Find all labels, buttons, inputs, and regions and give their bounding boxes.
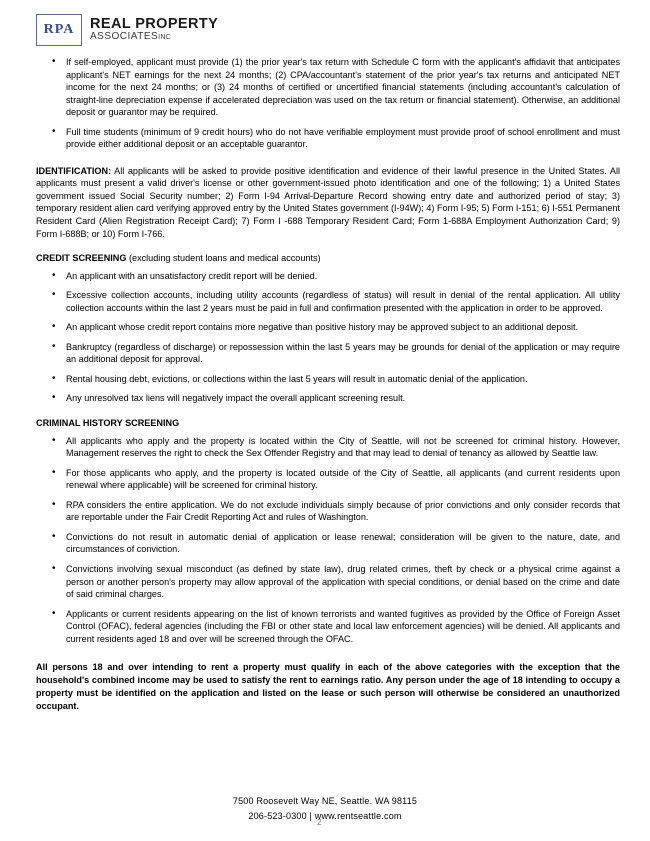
list-item: • Convictions do not result in automatic denial of application or lease renewal; consideration will be given to the nature, date, and circumstances of conviction. xyxy=(36,531,620,556)
list-item: • An applicant whose credit report contains more negative than positive history may be approved subject to an additional deposit. xyxy=(36,321,620,334)
list-item: • Bankruptcy (regardless of discharge) or repossession within the last 5 years may be grounds for denial of the application or may require an additional deposit for approval. xyxy=(36,341,620,366)
list-item: • Any unresolved tax liens will negatively impact the overall applicant screening result. xyxy=(36,392,620,405)
list-item: • Excessive collection accounts, including utility accounts (regardless of status) will result in denial of the rental application. All utility collection accounts within the last 2 years must be paid in full and confirmation presented with the application in order to be approved. xyxy=(36,289,620,314)
list-item: • Rental housing debt, evictions, or collections within the last 5 years will result in automatic denial of the application. xyxy=(36,373,620,386)
criminal-screening-heading: CRIMINAL HISTORY SCREENING xyxy=(36,418,180,429)
list-item: • Full time students (minimum of 9 credit hours) who do not have verifiable employment must provide proof of school enrollment and must provide either additional deposit or an acceptable guarantor. xyxy=(36,126,620,151)
document-body xyxy=(36,56,620,713)
list-item: • All applicants who apply and the property is located within the City of Seattle, will not be screened for criminal history. However, Management reserves the right to check the Sex Offender Registry and that may lead to denial of tenancy as allowed by Seattle law. xyxy=(36,435,620,460)
identification-text: All applicants will be asked to provide positive identification and evidence of their lawful presence in the United States. All applicants must present a valid driver's license or other government-issued photo identification and one of the following; 1) a United States government issued Social Security number; 2) Form I-94 Arrival-Departure Record showing entry date and authorized period of stay; 3) temporary resident alien card verifying approved entry by the United States government (I-94W); 4) Form I-95; 5) Form I-151; 6) I-551 Permanent Resident Card (Alien Registration Receipt Card); 7) Form I -688 Temporary Resident Card; Form 1-688A Employment Authorization Card; 9) Form I-688B; or 10) Form I-766. xyxy=(36,165,620,239)
page-number: 2 xyxy=(317,818,322,827)
company-subtitle xyxy=(90,32,218,43)
identification-section xyxy=(36,165,620,240)
credit-screening-list xyxy=(36,270,620,405)
footer-contact: 206-523-0300 | www.rentseattle.com xyxy=(248,810,402,821)
identification-label: IDENTIFICATION: xyxy=(36,165,112,176)
company-subtitle-text: ASSOCIATES xyxy=(90,31,159,43)
credit-screening-heading xyxy=(36,252,620,265)
list-item: • RPA considers the entire application. We do not exclude individuals simply because of prior convictions and only consider records that are reportable under the Fair Credit Reporting Act and rules of Washington. xyxy=(36,499,620,524)
rpa-logo-icon: RPA xyxy=(36,14,82,46)
company-logo xyxy=(36,14,620,46)
page-footer xyxy=(0,794,650,823)
qualification-note: All persons 18 and over intending to rent a property must qualify in each of the above categories with the exception that the household's combined income may be used to satisfy the rent to earnings ratio. Any person under the age of 18 intending to occupy a property must be identified on the application and listed on the lease or such person will otherwise be considered an unauthorized occupant. xyxy=(36,662,620,711)
list-item: • Applicants or current residents appearing on the list of known terrorists and wanted fugitives as provided by the Office of Foreign Asset Control (OFAC), federal agencies (including the FBI or other state and local law enforcement agencies) will be denied. All applicants and current residents aged 18 and over will be screened through the OFAC. xyxy=(36,608,620,646)
list-item: • If self-employed, applicant must provide (1) the prior year's tax return with Schedule C form with the applicant's affidavit that anticipates applicant's NET earnings for the next 24 months; (2) CPA/accountant's statement of the prior year's tax returns and anticipated NET income for the next 24 months; or (3) 24 months of certified or uncertified financial statements (including accountant's calculation of straight-line depreciation expense if accelerated depreciation was used on the tax return or financial statement). Otherwise, an additional deposit or guarantor may be required. xyxy=(36,56,620,119)
top-bullet-list xyxy=(36,56,620,151)
credit-screening-note: (excluding student loans and medical accounts) xyxy=(126,253,321,264)
list-item: • An applicant with an unsatisfactory credit report will be denied. xyxy=(36,270,620,283)
list-item: • Convictions involving sexual misconduct (as defined by state law), drug related crimes, theft by check or a physical crime against a person or another person's property may allow approval of the application with special conditions, or denial based on the crime and date of said criminal charges. xyxy=(36,563,620,601)
list-item: • For those applicants who apply, and the property is located outside of the City of Seattle, all applicants (and current residents upon renewal where applicable) will be screened for criminal history. xyxy=(36,467,620,492)
company-name: REAL PROPERTY xyxy=(90,16,219,33)
footer-address: 7500 Roosevelt Way NE, Seattle. WA 98115 xyxy=(232,796,418,807)
company-name-block xyxy=(90,17,218,43)
criminal-screening-list xyxy=(36,435,620,646)
credit-screening-title: CREDIT SCREENING xyxy=(36,253,127,264)
company-inc: INC xyxy=(158,34,172,42)
